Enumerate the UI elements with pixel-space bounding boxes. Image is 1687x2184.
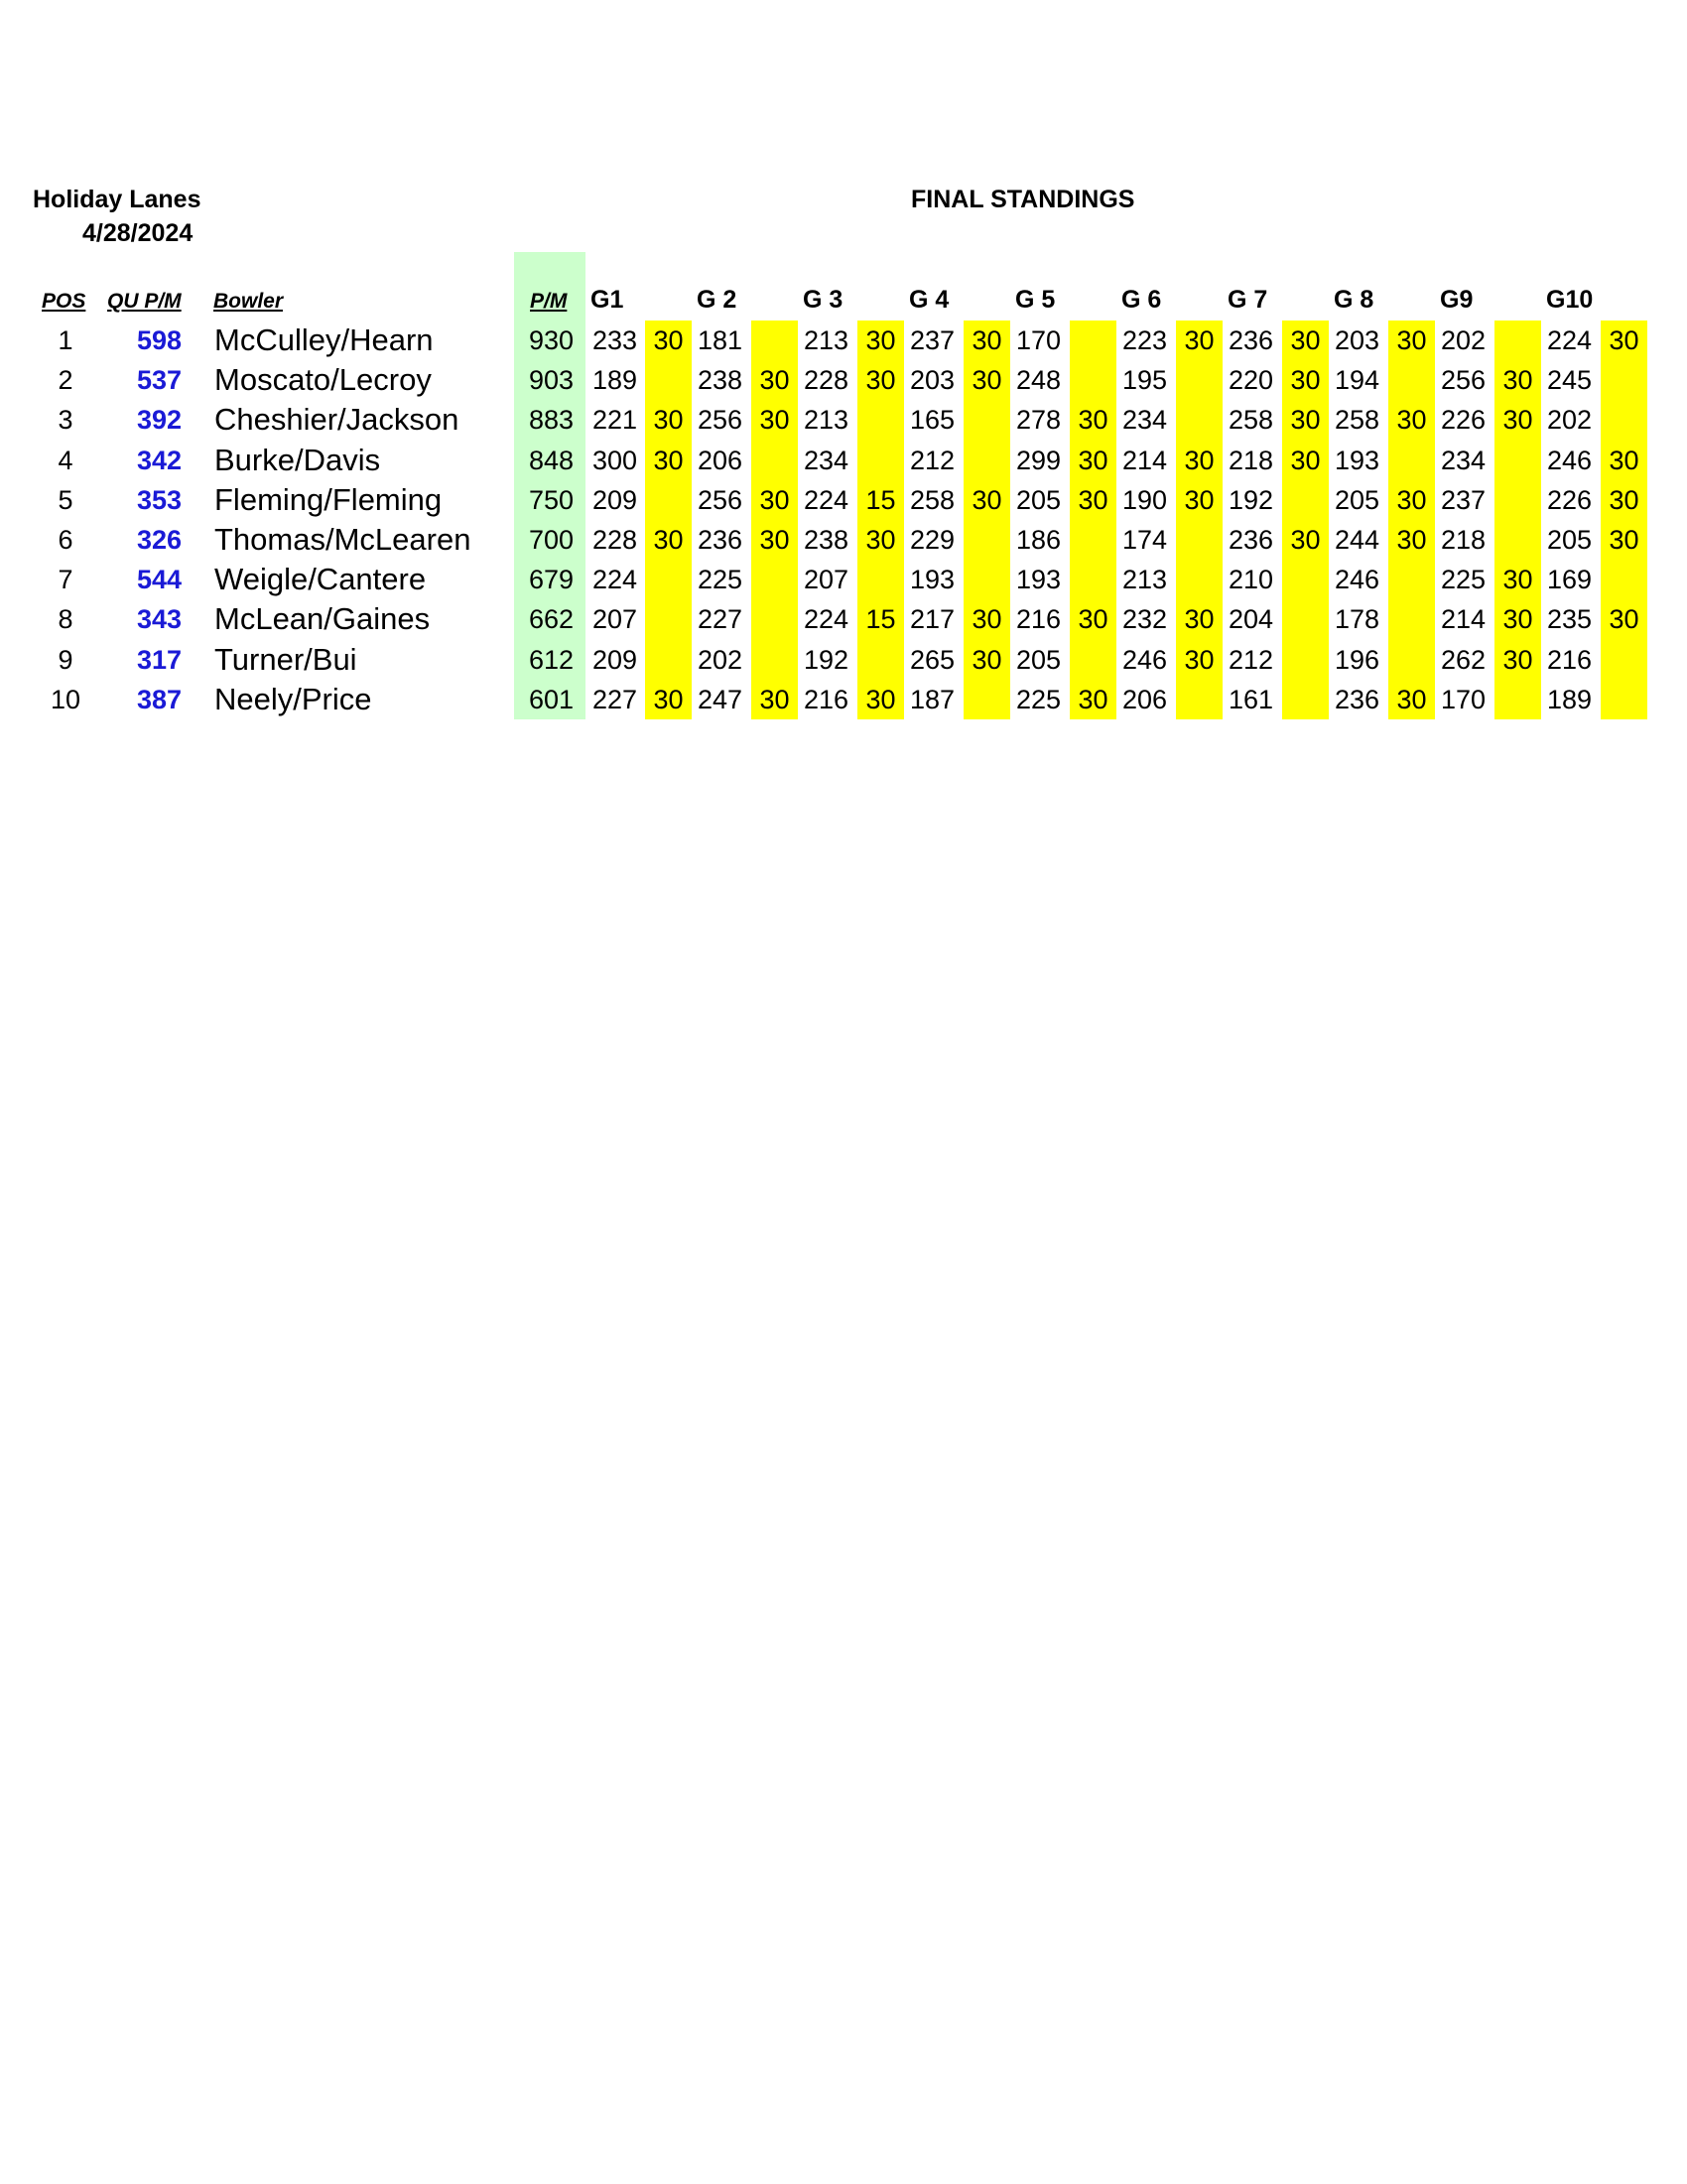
game-score-cell: 226 — [1546, 484, 1592, 515]
game-score-cell: 223 — [1121, 325, 1167, 355]
header-game-5: G 5 — [1015, 286, 1056, 314]
bonus-cell: 30 — [1078, 604, 1108, 635]
game-score-cell: 207 — [803, 565, 848, 595]
game-score-cell: 236 — [1334, 684, 1379, 714]
game-score-cell: 186 — [1015, 525, 1061, 555]
game-score-cell: 170 — [1015, 325, 1061, 355]
bonus-cell: 30 — [1502, 365, 1533, 396]
position-cell: 2 — [58, 365, 73, 396]
game-score-cell: 225 — [1015, 684, 1061, 714]
header-game-7: G 7 — [1228, 286, 1268, 314]
pm-cell: 612 — [528, 644, 574, 675]
bonus-cell: 30 — [865, 325, 896, 355]
game-score-cell: 209 — [591, 484, 637, 515]
qualifying-pm-cell: 326 — [136, 525, 182, 555]
game-score-cell: 209 — [591, 644, 637, 675]
position-cell: 1 — [58, 325, 73, 355]
bonus-cell: 30 — [653, 325, 684, 355]
bonus-cell: 30 — [1502, 644, 1533, 675]
game-score-cell: 216 — [803, 684, 848, 714]
bonus-cell: 30 — [653, 445, 684, 475]
game-score-cell: 226 — [1440, 405, 1486, 436]
header-game-1: G1 — [590, 286, 624, 314]
game-score-cell: 265 — [909, 644, 955, 675]
position-cell: 5 — [58, 484, 73, 515]
venue-name: Holiday Lanes — [33, 186, 201, 213]
game-score-cell: 214 — [1440, 604, 1486, 635]
bonus-cell: 30 — [1609, 604, 1639, 635]
game-score-cell: 165 — [909, 405, 955, 436]
game-score-cell: 300 — [591, 445, 637, 475]
game-score-cell: 192 — [1228, 484, 1273, 515]
game-score-cell: 237 — [1440, 484, 1486, 515]
qualifying-pm-cell: 342 — [136, 445, 182, 475]
bonus-cell: 30 — [972, 365, 1002, 396]
qualifying-pm-cell: 343 — [136, 604, 182, 635]
game-score-cell: 236 — [1228, 525, 1273, 555]
table-row — [0, 441, 1687, 480]
header-game-2: G 2 — [697, 286, 737, 314]
game-score-cell: 202 — [1546, 405, 1592, 436]
bonus-cell: 30 — [1396, 484, 1427, 515]
bonus-cell: 30 — [1078, 405, 1108, 436]
game-score-cell: 232 — [1121, 604, 1167, 635]
bonus-cell: 30 — [865, 365, 896, 396]
game-score-cell: 224 — [1546, 325, 1592, 355]
game-score-cell: 205 — [1546, 525, 1592, 555]
pm-cell: 662 — [528, 604, 574, 635]
game-score-cell: 224 — [803, 604, 848, 635]
game-score-cell: 244 — [1334, 525, 1379, 555]
game-score-cell: 256 — [697, 484, 742, 515]
bonus-cell: 30 — [1502, 565, 1533, 595]
bonus-cell: 30 — [1078, 445, 1108, 475]
game-score-cell: 220 — [1228, 365, 1273, 396]
header-game-4: G 4 — [909, 286, 950, 314]
game-score-cell: 218 — [1440, 525, 1486, 555]
game-score-cell: 213 — [803, 325, 848, 355]
qualifying-pm-cell: 392 — [136, 405, 182, 436]
qualifying-pm-cell: 544 — [136, 565, 182, 595]
bowler-cell: Weigle/Cantere — [214, 562, 427, 597]
game-score-cell: 221 — [591, 405, 637, 436]
bonus-cell: 30 — [972, 604, 1002, 635]
game-score-cell: 262 — [1440, 644, 1486, 675]
game-score-cell: 189 — [591, 365, 637, 396]
game-score-cell: 224 — [803, 484, 848, 515]
header-qu-pm: QU P/M — [107, 290, 182, 313]
game-score-cell: 206 — [697, 445, 742, 475]
table-row — [0, 400, 1687, 440]
game-score-cell: 237 — [909, 325, 955, 355]
game-score-cell: 193 — [909, 565, 955, 595]
table-row — [0, 640, 1687, 680]
header-game-6: G 6 — [1121, 286, 1162, 314]
bonus-cell: 30 — [1184, 445, 1215, 475]
bonus-cell: 30 — [653, 405, 684, 436]
position-cell: 3 — [58, 405, 73, 436]
table-row — [0, 599, 1687, 639]
qualifying-pm-cell: 537 — [136, 365, 182, 396]
game-score-cell: 214 — [1121, 445, 1167, 475]
bonus-cell: 30 — [1396, 405, 1427, 436]
bonus-cell: 30 — [1184, 325, 1215, 355]
qualifying-pm-cell: 598 — [136, 325, 182, 355]
report-title: FINAL STANDINGS — [911, 186, 1135, 213]
bonus-cell: 30 — [759, 365, 790, 396]
game-score-cell: 217 — [909, 604, 955, 635]
game-score-cell: 207 — [591, 604, 637, 635]
bowler-cell: Neely/Price — [214, 681, 372, 716]
table-row — [0, 560, 1687, 599]
game-score-cell: 256 — [697, 405, 742, 436]
game-score-cell: 233 — [591, 325, 637, 355]
bonus-cell: 30 — [759, 684, 790, 714]
bonus-cell: 30 — [1184, 604, 1215, 635]
game-score-cell: 203 — [909, 365, 955, 396]
game-score-cell: 224 — [591, 565, 637, 595]
game-score-cell: 212 — [909, 445, 955, 475]
game-score-cell: 258 — [1334, 405, 1379, 436]
game-score-cell: 161 — [1228, 684, 1273, 714]
game-score-cell: 169 — [1546, 565, 1592, 595]
position-cell: 7 — [58, 565, 73, 595]
header-game-8: G 8 — [1334, 286, 1374, 314]
bowler-cell: Cheshier/Jackson — [214, 402, 459, 438]
game-score-cell: 245 — [1546, 365, 1592, 396]
report-date: 4/28/2024 — [82, 219, 194, 247]
bonus-cell: 30 — [1184, 484, 1215, 515]
game-score-cell: 299 — [1015, 445, 1061, 475]
game-score-cell: 204 — [1228, 604, 1273, 635]
bonus-cell: 30 — [759, 484, 790, 515]
table-row — [0, 480, 1687, 520]
game-score-cell: 225 — [697, 565, 742, 595]
game-score-cell: 238 — [803, 525, 848, 555]
game-score-cell: 235 — [1546, 604, 1592, 635]
position-cell: 10 — [50, 684, 81, 714]
game-score-cell: 246 — [1334, 565, 1379, 595]
qualifying-pm-cell: 353 — [136, 484, 182, 515]
game-score-cell: 216 — [1546, 644, 1592, 675]
bowler-cell: McLean/Gaines — [214, 601, 431, 637]
header-pos: POS — [42, 290, 86, 313]
header-pm: P/M — [530, 290, 568, 313]
game-score-cell: 205 — [1015, 484, 1061, 515]
bonus-cell: 30 — [972, 325, 1002, 355]
table-row — [0, 520, 1687, 560]
bowler-cell: McCulley/Hearn — [214, 322, 434, 357]
bonus-cell: 30 — [972, 484, 1002, 515]
game-score-cell: 196 — [1334, 644, 1379, 675]
table-row — [0, 360, 1687, 400]
game-score-cell: 256 — [1440, 365, 1486, 396]
bonus-cell: 15 — [865, 484, 896, 515]
game-score-cell: 229 — [909, 525, 955, 555]
bonus-cell: 30 — [1290, 525, 1321, 555]
bonus-cell: 30 — [1502, 604, 1533, 635]
pm-cell: 700 — [528, 525, 574, 555]
bonus-cell: 30 — [1609, 484, 1639, 515]
bowler-cell: Fleming/Fleming — [214, 481, 443, 517]
position-cell: 4 — [58, 445, 73, 475]
game-score-cell: 174 — [1121, 525, 1167, 555]
bonus-cell: 30 — [653, 525, 684, 555]
game-score-cell: 170 — [1440, 684, 1486, 714]
game-score-cell: 225 — [1440, 565, 1486, 595]
bowler-cell: Burke/Davis — [214, 442, 381, 477]
bowler-cell: Thomas/McLearen — [214, 522, 471, 557]
game-score-cell: 193 — [1015, 565, 1061, 595]
bonus-cell: 30 — [1396, 684, 1427, 714]
bonus-cell: 30 — [1609, 445, 1639, 475]
bonus-cell: 30 — [1184, 644, 1215, 675]
bonus-cell: 30 — [653, 684, 684, 714]
game-score-cell: 203 — [1334, 325, 1379, 355]
pm-cell: 601 — [528, 684, 574, 714]
game-score-cell: 205 — [1015, 644, 1061, 675]
pm-cell: 750 — [528, 484, 574, 515]
game-score-cell: 228 — [803, 365, 848, 396]
bonus-cell: 30 — [1290, 445, 1321, 475]
game-score-cell: 248 — [1015, 365, 1061, 396]
position-cell: 8 — [58, 604, 73, 635]
bonus-cell: 30 — [1290, 365, 1321, 396]
game-score-cell: 178 — [1334, 604, 1379, 635]
bonus-cell: 30 — [1396, 325, 1427, 355]
game-score-cell: 190 — [1121, 484, 1167, 515]
bonus-cell: 30 — [1609, 525, 1639, 555]
game-score-cell: 213 — [1121, 565, 1167, 595]
game-score-cell: 216 — [1015, 604, 1061, 635]
bonus-cell: 30 — [1290, 325, 1321, 355]
bonus-cell: 30 — [1078, 684, 1108, 714]
bonus-cell: 30 — [1609, 325, 1639, 355]
table-row — [0, 321, 1687, 360]
game-score-cell: 246 — [1546, 445, 1592, 475]
pm-cell: 679 — [528, 565, 574, 595]
game-score-cell: 234 — [1121, 405, 1167, 436]
pm-cell: 848 — [528, 445, 574, 475]
bonus-cell: 30 — [1290, 405, 1321, 436]
game-score-cell: 247 — [697, 684, 742, 714]
bowler-cell: Turner/Bui — [214, 641, 357, 677]
bonus-cell: 30 — [865, 684, 896, 714]
game-score-cell: 228 — [591, 525, 637, 555]
bonus-cell: 15 — [865, 604, 896, 635]
game-score-cell: 234 — [1440, 445, 1486, 475]
table-row — [0, 680, 1687, 719]
bonus-cell: 30 — [972, 644, 1002, 675]
game-score-cell: 195 — [1121, 365, 1167, 396]
game-score-cell: 258 — [1228, 405, 1273, 436]
game-score-cell: 181 — [697, 325, 742, 355]
pm-cell: 903 — [528, 365, 574, 396]
game-score-cell: 192 — [803, 644, 848, 675]
game-score-cell: 234 — [803, 445, 848, 475]
game-score-cell: 227 — [591, 684, 637, 714]
bowler-cell: Moscato/Lecroy — [214, 362, 432, 398]
game-score-cell: 236 — [1228, 325, 1273, 355]
game-score-cell: 202 — [1440, 325, 1486, 355]
position-cell: 6 — [58, 525, 73, 555]
header-game-9: G9 — [1440, 286, 1474, 314]
game-score-cell: 194 — [1334, 365, 1379, 396]
game-score-cell: 238 — [697, 365, 742, 396]
bonus-cell: 30 — [1502, 405, 1533, 436]
game-score-cell: 278 — [1015, 405, 1061, 436]
bonus-cell: 30 — [1396, 525, 1427, 555]
game-score-cell: 213 — [803, 405, 848, 436]
game-score-cell: 227 — [697, 604, 742, 635]
bonus-cell: 30 — [759, 405, 790, 436]
game-score-cell: 202 — [697, 644, 742, 675]
game-score-cell: 193 — [1334, 445, 1379, 475]
game-score-cell: 218 — [1228, 445, 1273, 475]
header-game-3: G 3 — [803, 286, 844, 314]
game-score-cell: 205 — [1334, 484, 1379, 515]
bonus-cell: 30 — [1078, 484, 1108, 515]
game-score-cell: 246 — [1121, 644, 1167, 675]
game-score-cell: 206 — [1121, 684, 1167, 714]
game-score-cell: 236 — [697, 525, 742, 555]
qualifying-pm-cell: 317 — [136, 644, 182, 675]
game-score-cell: 187 — [909, 684, 955, 714]
pm-cell: 930 — [528, 325, 574, 355]
position-cell: 9 — [58, 644, 73, 675]
header-bowler: Bowler — [213, 290, 284, 313]
header-game-10: G10 — [1546, 286, 1594, 314]
game-score-cell: 189 — [1546, 684, 1592, 714]
game-score-cell: 258 — [909, 484, 955, 515]
pm-cell: 883 — [528, 405, 574, 436]
bonus-cell: 30 — [759, 525, 790, 555]
game-score-cell: 210 — [1228, 565, 1273, 595]
bonus-cell: 30 — [865, 525, 896, 555]
qualifying-pm-cell: 387 — [136, 684, 182, 714]
game-score-cell: 212 — [1228, 644, 1273, 675]
